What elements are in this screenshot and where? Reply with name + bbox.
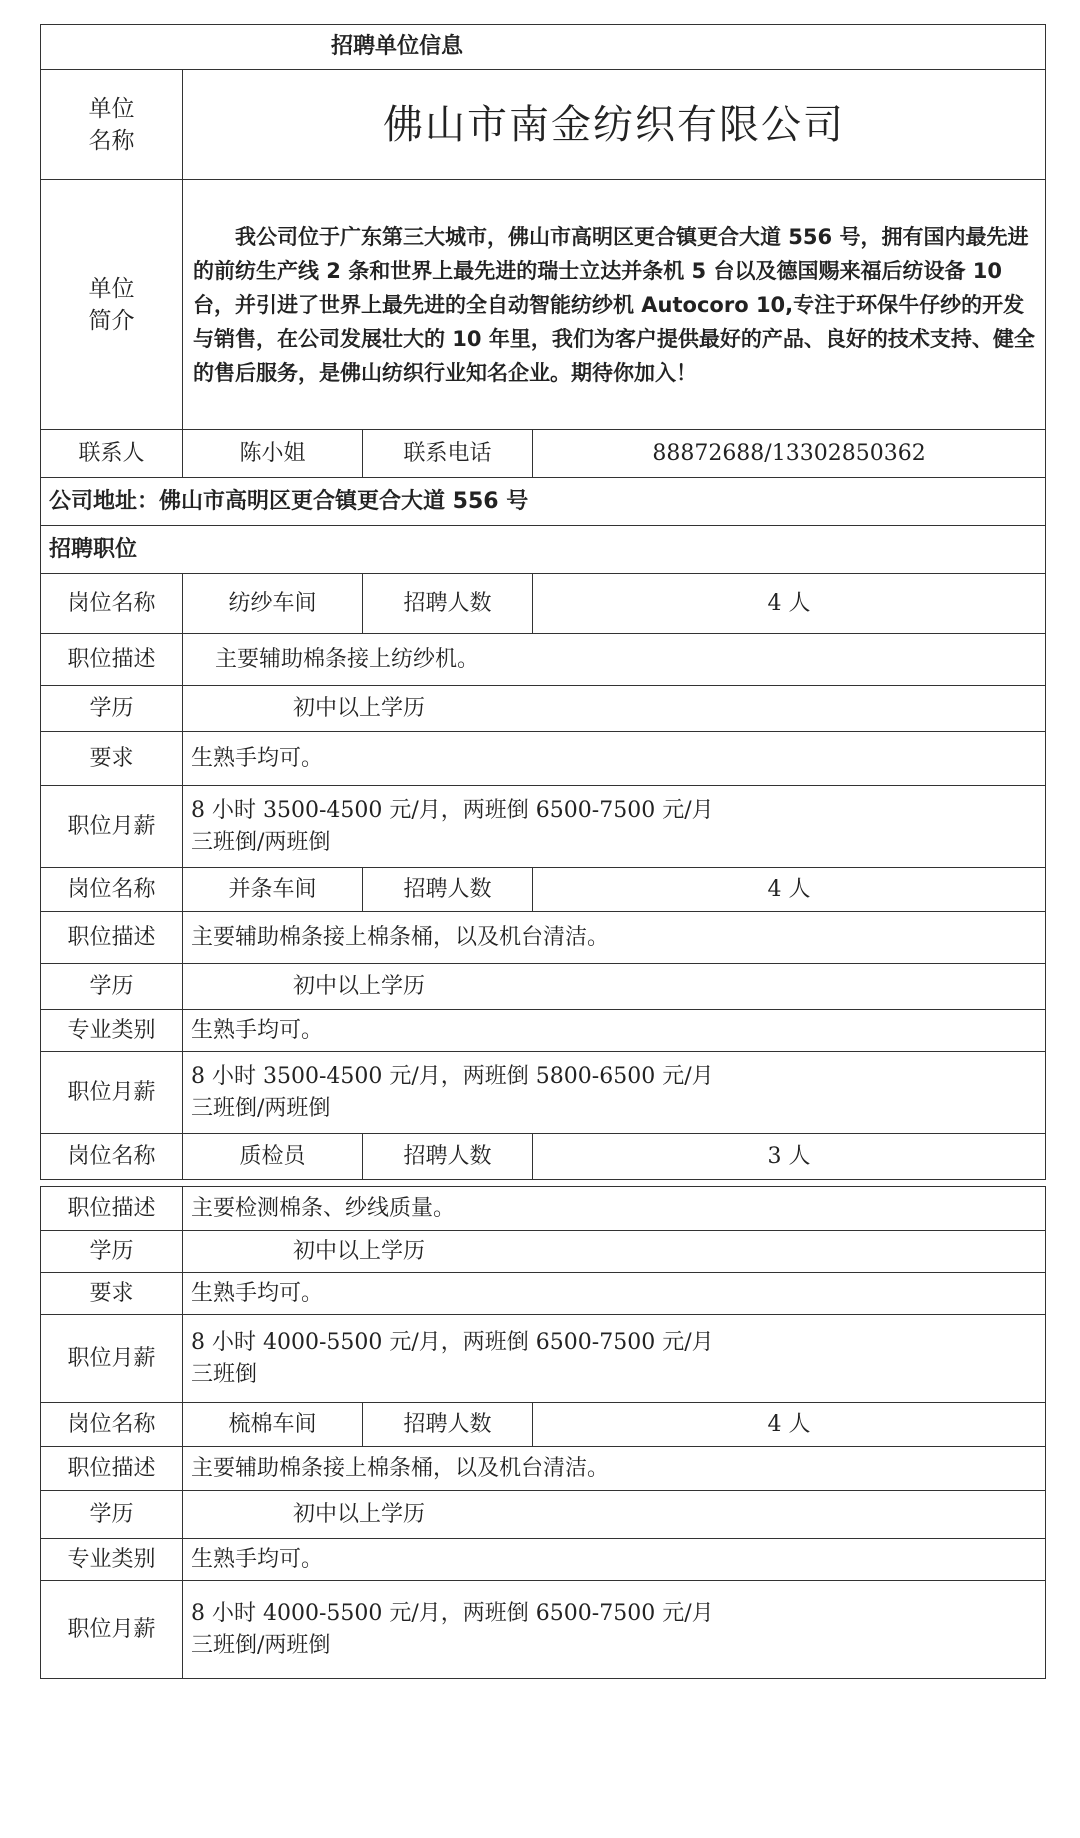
specialty-label: 专业类别 (41, 1539, 183, 1581)
job-header-row (41, 1134, 1046, 1180)
job-salary (183, 786, 1046, 868)
positions-heading: 招聘职位 (41, 526, 1046, 574)
position-name: 纺纱车间 (183, 574, 363, 634)
job-requirement: 生熟手均可。 (183, 1273, 1046, 1315)
headcount-value: 4 人 (533, 1403, 1046, 1447)
requirement-label: 要求 (41, 732, 183, 786)
salary-line-2: 三班倒/两班倒 (191, 1632, 331, 1658)
position-name-label: 岗位名称 (41, 574, 183, 634)
headcount-value: 3 人 (533, 1134, 1046, 1180)
company-address: 公司地址：佛山市高明区更合镇更合大道 556 号 (41, 478, 1046, 526)
requirement-label: 要求 (41, 1273, 183, 1315)
salary-label: 职位月薪 (41, 786, 183, 868)
headcount-label: 招聘人数 (363, 1134, 533, 1180)
position-name-label: 岗位名称 (41, 868, 183, 912)
recruitment-table (40, 24, 1046, 1679)
specialty-label: 专业类别 (41, 1010, 183, 1052)
salary-label: 职位月薪 (41, 1581, 183, 1679)
salary-line-1: 8 小时 4000-5500 元/月，两班倒 6500-7500 元/月 (191, 1600, 714, 1626)
company-name: 佛山市南金纺织有限公司 (183, 70, 1046, 180)
job-education: 初中以上学历 (183, 686, 1046, 732)
job-header-row (41, 574, 1046, 634)
position-name-label: 岗位名称 (41, 1403, 183, 1447)
contact-name: 陈小姐 (183, 430, 363, 478)
phone-number: 88872688/13302850362 (533, 430, 1046, 478)
recruitment-form (40, 24, 1045, 1679)
salary-line-1: 8 小时 3500-4500 元/月，两班倒 6500-7500 元/月 (191, 797, 714, 823)
job-education: 初中以上学历 (183, 1491, 1046, 1539)
description-label: 职位描述 (41, 1187, 183, 1231)
position-name: 质检员 (183, 1134, 363, 1180)
education-label: 学历 (41, 964, 183, 1010)
job-description: 主要辅助棉条接上棉条桶，以及机台清洁。 (183, 912, 1046, 964)
company-name-label: 单位 名称 (41, 70, 183, 180)
headcount-label: 招聘人数 (363, 1403, 533, 1447)
job-education: 初中以上学历 (183, 964, 1046, 1010)
position-name: 并条车间 (183, 868, 363, 912)
education-label: 学历 (41, 686, 183, 732)
salary-line-2: 三班倒/两班倒 (191, 829, 331, 855)
job-header-row (41, 1403, 1046, 1447)
job-salary (183, 1581, 1046, 1679)
job-description: 主要辅助棉条接上棉条桶，以及机台清洁。 (183, 1447, 1046, 1491)
headcount-label: 招聘人数 (363, 574, 533, 634)
salary-label: 职位月薪 (41, 1315, 183, 1403)
headcount-value: 4 人 (533, 868, 1046, 912)
salary-line-1: 8 小时 3500-4500 元/月，两班倒 5800-6500 元/月 (191, 1063, 714, 1089)
job-education: 初中以上学历 (183, 1231, 1046, 1273)
description-label: 职位描述 (41, 634, 183, 686)
job-requirement: 生熟手均可。 (183, 732, 1046, 786)
position-name: 梳棉车间 (183, 1403, 363, 1447)
job-requirement: 生熟手均可。 (183, 1539, 1046, 1581)
salary-line-1: 8 小时 4000-5500 元/月，两班倒 6500-7500 元/月 (191, 1329, 714, 1355)
position-name-label: 岗位名称 (41, 1134, 183, 1180)
job-salary (183, 1315, 1046, 1403)
company-intro: 我公司位于广东第三大城市，佛山市高明区更合镇更合大道 556 号，拥有国内最先进的前纺生产线 2 条和世界上最先进的瑞士立达并条机 5 台以及德国赐来福后纺设备 10 台，并引进了世界上最先进的全自动智能纺纱机 Autocoro 10,专注于环保牛仔纱的开发与销售，在公司发展壮大的 10 年里，我们为客户提供最好的产品、良好的技术支持、健全的售后服务，是佛山纺织行业知名企业。期待你加入！ (183, 180, 1046, 430)
salary-line-2: 三班倒/两班倒 (191, 1095, 331, 1121)
salary-label: 职位月薪 (41, 1052, 183, 1134)
description-label: 职位描述 (41, 912, 183, 964)
job-description: 主要检测棉条、纱线质量。 (183, 1187, 1046, 1231)
headcount-label: 招聘人数 (363, 868, 533, 912)
salary-line-2: 三班倒 (191, 1361, 258, 1387)
contact-label: 联系人 (41, 430, 183, 478)
form-title: 招聘单位信息 (41, 25, 1046, 70)
company-intro-label: 单位 简介 (41, 180, 183, 430)
education-label: 学历 (41, 1491, 183, 1539)
description-label: 职位描述 (41, 1447, 183, 1491)
job-requirement: 生熟手均可。 (183, 1010, 1046, 1052)
job-header-row (41, 868, 1046, 912)
phone-label: 联系电话 (363, 430, 533, 478)
headcount-value: 4 人 (533, 574, 1046, 634)
job-salary (183, 1052, 1046, 1134)
job-description: 主要辅助棉条接上纺纱机。 (183, 634, 1046, 686)
education-label: 学历 (41, 1231, 183, 1273)
